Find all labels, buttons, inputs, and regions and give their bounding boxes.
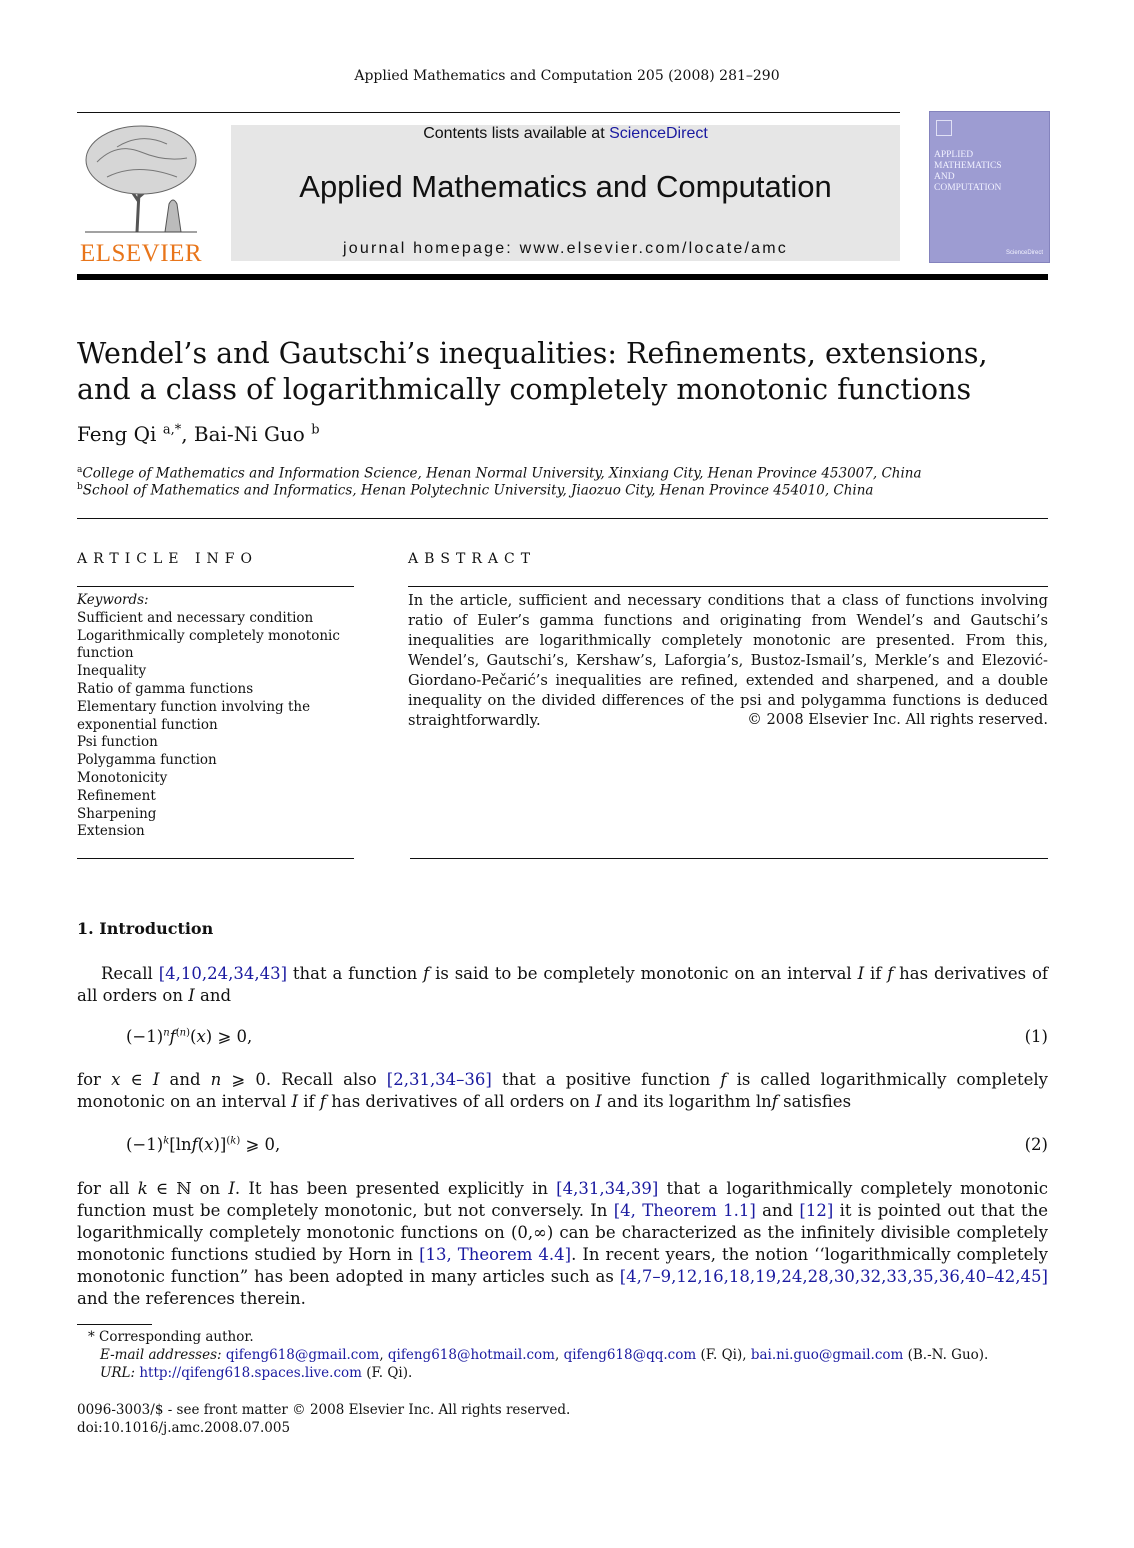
- abstract-heading: ABSTRACT: [408, 551, 537, 567]
- keyword: Logarithmically completely monotonic: [77, 627, 340, 644]
- email-link[interactable]: qifeng618@qq.com: [563, 1347, 697, 1363]
- math-symbol: I: [291, 1092, 299, 1111]
- keyword: Psi function: [77, 734, 158, 751]
- keywords-label: Keywords:: [77, 592, 149, 608]
- text: and the references therein.: [77, 1289, 306, 1308]
- citation-link[interactable]: [4, Theorem 1.1]: [613, 1201, 756, 1220]
- contents-line: [231, 125, 900, 143]
- math-symbol: f: [319, 1092, 326, 1111]
- text: that a function: [287, 964, 424, 983]
- text: and: [194, 986, 232, 1005]
- footnote-url: [100, 1365, 412, 1381]
- math-symbol: I: [152, 1070, 160, 1089]
- email-owner: (B.-N. Guo).: [903, 1347, 989, 1363]
- equation: $(-1)^k[\ln f(x)]^{(k)}$ ⩾ 0,: [126, 1135, 281, 1154]
- abstract-text: In the article, sufficient and necessary conditions that a class of functions involving ratio of Euler’s gamma functions and originating from Wendel’s and Gautschi’s inequalities are logarithmically completely monotonic are presented. From this, Wendel’s, Gautschi’s, Kershaw’s, Laforgia’s, Bustoz-Ismail’s, Merkle’s and Elezović-Giordano-Pečarić’s inequalities are refined, extended and sharpened, and a double inequality on the divided differences of the psi and polygamma functions is deduced straightforwardly.: [408, 592, 1048, 729]
- keyword: Ratio of gamma functions: [77, 680, 254, 697]
- article-info-rule: [77, 586, 354, 587]
- abstract-rule: [408, 586, 1048, 587]
- footnote-text: Corresponding author.: [99, 1329, 254, 1345]
- journal-reference: Applied Mathematics and Computation 205 (2008) 281–290: [354, 68, 780, 84]
- math-symbol: n: [210, 1070, 222, 1089]
- citation-link[interactable]: [13, Theorem 4.4]: [419, 1245, 572, 1264]
- keyword: exponential function: [77, 716, 218, 733]
- text: that a logarithmically completely monotonic function must be completely monotonic, but not conversely. In: [77, 1179, 1048, 1220]
- cover-elsevier-icon: [936, 120, 952, 136]
- cover-title-line: COMPUTATION: [934, 183, 1002, 193]
- math-symbol: x: [111, 1070, 121, 1089]
- keyword: Elementary function involving the: [77, 698, 311, 715]
- text: and its logarithm ln: [601, 1092, 772, 1111]
- equation: $(-1)^nf^{(n)}(x)$ ⩾ 0,: [126, 1027, 253, 1046]
- keyword: Refinement: [77, 787, 156, 804]
- affiliation-mark: b: [77, 482, 83, 492]
- email-link[interactable]: bai.ni.guo@gmail.com: [750, 1347, 904, 1363]
- keyword: function: [77, 645, 134, 662]
- elsevier-tree-icon: [77, 122, 205, 234]
- homepage-link[interactable]: http://qifeng618.spaces.live.com: [139, 1365, 362, 1381]
- email-link[interactable]: qifeng618@gmail.com: [225, 1347, 380, 1363]
- footnote-emails: E-mail addresses: qifeng618@gmail.com, qifeng618@hotmail.com, qifeng618@qq.com (F. Qi), bai.ni.guo@gmail.com (B.-N. Guo).: [100, 1347, 989, 1363]
- math-symbol: I: [228, 1179, 235, 1198]
- footnote-mark: *: [88, 1329, 95, 1345]
- article-title-line: Wendel’s and Gautschi’s inequalities: Refinements, extensions,: [77, 337, 988, 370]
- front-matter: 0096-3003/$ - see front matter © 2008 Elsevier Inc. All rights reserved.: [77, 1402, 571, 1418]
- affiliation-text: College of Mathematics and Information Science, Henan Normal University, Xinxiang City, Henan Province 453007, China: [82, 465, 922, 482]
- keyword: Monotonicity: [77, 769, 168, 786]
- text: is called logarithmically completely monotonic on an interval: [77, 1070, 1048, 1111]
- email-link[interactable]: qifeng618@hotmail.com: [387, 1347, 555, 1363]
- intro-paragraph: for x ∈ I and n ⩾ 0. Recall also [2,31,34–36] that a positive function f is called logarithmically completely monotonic on an interval I if f has derivatives of all orders on I and its logarithm lnf satisfies: [77, 1070, 1048, 1111]
- author-name: Bai-Ni Guo: [193, 422, 305, 446]
- journal-title: Applied Mathematics and Computation: [299, 169, 832, 204]
- affiliation-text: School of Mathematics and Informatics, Henan Polytechnic University, Jiaozuo City, Henan Province 454010, China: [82, 482, 874, 499]
- sciencedirect-link[interactable]: ScienceDirect: [609, 125, 708, 142]
- article-info-rule: [77, 858, 354, 859]
- intro-paragraph: [77, 963, 1048, 1007]
- text: . In recent years, the notion ‘‘logarithmically completely monotonic function” has been adopted in many articles such as: [77, 1245, 1048, 1286]
- text: and: [755, 1201, 800, 1220]
- contents-prefix: Contents lists available at: [423, 125, 610, 142]
- cover-sciencedirect: ScienceDirect: [1005, 250, 1043, 256]
- math-symbol: f: [720, 1070, 727, 1089]
- intro-paragraph: for all k ∈ ℕ on I. It has been presented explicitly in [4,31,34,39] that a logarithmically completely monotonic function must be completely monotonic, but not conversely. In [4, Theorem 1.1] and [12] it is pointed out that the logarithmically completely monotonic functions on (0,∞) can be characterized as the infinitely divisible completely monotonic functions studied by Horn in [13, Theorem 4.4]. In recent years, the notion ‘‘logarithmically completely monotonic function” has been adopted in many articles such as [4,7–9,12,16,18,19,24,28,30,32,33,35,36,40–42,45] and the references therein.: [77, 1179, 1048, 1308]
- text: is said to be completely monotonic on an interval: [429, 964, 858, 983]
- elsevier-wordmark: ELSEVIER: [79, 240, 203, 267]
- text: . It has been presented explicitly in: [234, 1179, 557, 1198]
- text: that a positive function: [491, 1070, 721, 1089]
- affiliation: [77, 482, 874, 499]
- equation-number: (2): [1024, 1135, 1048, 1154]
- text: for all: [77, 1179, 138, 1198]
- text: on: [191, 1179, 229, 1198]
- math-symbol: k: [137, 1179, 148, 1198]
- keyword: Polygamma function: [77, 752, 217, 769]
- journal-homepage[interactable]: journal homepage: www.elsevier.com/locate/amc: [343, 240, 788, 257]
- equation-number: (1): [1024, 1027, 1048, 1046]
- text: for: [77, 1070, 112, 1089]
- text: Recall: [101, 964, 159, 983]
- journal-banner: [231, 125, 900, 261]
- text: ⩾ 0. Recall also: [221, 1070, 387, 1089]
- cover-title-line: AND: [934, 172, 955, 182]
- math-symbol: f: [423, 964, 430, 983]
- text: it is pointed out that the logarithmically completely monotonic functions on (0,∞) can be characterized as the infinitely divisible completely monotonic functions studied by Horn in: [77, 1201, 1048, 1264]
- author-separator: ,: [181, 422, 194, 446]
- abstract-copyright: © 2008 Elsevier Inc. All rights reserved.: [747, 711, 1048, 728]
- text: has derivatives of all orders on: [77, 964, 1048, 1005]
- cover-title-line: APPLIED: [934, 150, 974, 160]
- text: if: [298, 1092, 320, 1111]
- affiliation: [77, 465, 922, 482]
- math-symbol: f: [771, 1092, 778, 1111]
- affiliation-mark: a: [77, 465, 83, 475]
- doi[interactable]: doi:10.1016/j.amc.2008.07.005: [77, 1420, 291, 1436]
- article-title-line: and a class of logarithmically completely monotonic functions: [77, 373, 972, 406]
- author-name: Feng Qi: [77, 422, 157, 446]
- abstract-rule: [410, 858, 1048, 859]
- journal-cover: [929, 111, 1050, 263]
- keyword: Inequality: [77, 663, 147, 680]
- text: satisfies: [777, 1092, 852, 1111]
- article-title: [77, 336, 1048, 408]
- cover-title: [934, 150, 1002, 194]
- keyword: Sufficient and necessary condition: [77, 609, 314, 626]
- url-owner: (F. Qi).: [361, 1365, 413, 1381]
- citation-link[interactable]: [12]: [799, 1201, 834, 1220]
- footnote-rule: [77, 1324, 152, 1325]
- author-affiliation-mark[interactable]: b: [311, 422, 320, 438]
- text: has derivatives of all orders on: [326, 1092, 596, 1111]
- header-top-rule: [77, 112, 900, 113]
- author-affiliation-mark[interactable]: a,*: [162, 422, 182, 438]
- keyword: Sharpening: [77, 805, 157, 822]
- citation-link[interactable]: [4,10,24,34,43]: [158, 964, 288, 983]
- math-symbol: I: [857, 964, 865, 983]
- math-symbol: I: [188, 986, 195, 1005]
- text: if: [864, 964, 888, 983]
- citation-link[interactable]: [4,7–9,12,16,18,19,24,28,30,32,33,35,36,40–42,45]: [619, 1267, 1048, 1286]
- author-list: [77, 422, 320, 446]
- article-info-heading: ARTICLE INFO: [77, 551, 258, 567]
- elsevier-logo: [77, 122, 205, 267]
- citation-link[interactable]: [2,31,34–36]: [386, 1070, 492, 1089]
- math-symbol: f: [887, 964, 894, 983]
- footnote-corresponding: [88, 1329, 254, 1345]
- header-thick-rule: [77, 274, 1048, 280]
- math-symbol: I: [595, 1092, 602, 1111]
- email-label: E-mail addresses:: [100, 1347, 222, 1363]
- url-label: URL:: [100, 1365, 136, 1381]
- keywords-list: [77, 592, 354, 841]
- section-heading: 1. Introduction: [77, 919, 214, 938]
- keyword: Extension: [77, 823, 145, 840]
- section-divider: [77, 518, 1048, 519]
- text: and: [159, 1070, 211, 1089]
- citation-link[interactable]: [4,31,34,39]: [556, 1179, 659, 1198]
- email-owner: (F. Qi),: [696, 1347, 751, 1363]
- cover-title-line: MATHEMATICS: [934, 161, 1002, 171]
